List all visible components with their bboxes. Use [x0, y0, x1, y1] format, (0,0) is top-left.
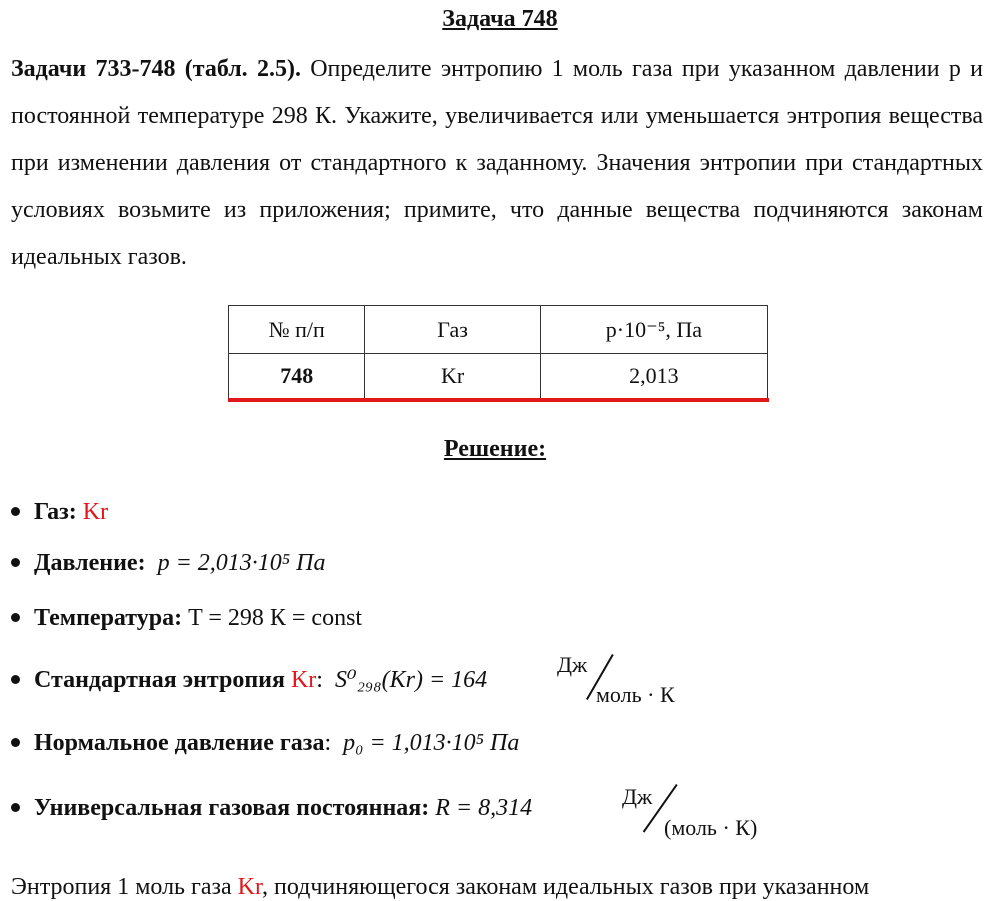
pressure-formula: p = 2,013·10⁵ Па	[157, 550, 326, 576]
bullet-icon	[11, 558, 20, 567]
page-title: Задача 748	[442, 6, 558, 32]
list-item-normal-pressure	[11, 730, 519, 757]
table-header-row	[229, 306, 768, 354]
entropy-label: Стандартная энтропия	[34, 667, 285, 693]
solution-heading: Решение:	[443, 436, 547, 462]
list-item-pressure	[11, 550, 325, 577]
table-header-cell: p·10⁻⁵, Па	[540, 306, 767, 354]
list-item-gas	[11, 499, 108, 526]
continuation-text-pre: Энтропия 1 моль газа	[11, 874, 238, 900]
list-item-entropy	[11, 665, 487, 694]
bullet-icon	[11, 803, 20, 812]
bullet-icon	[11, 613, 20, 622]
entropy-colon: :	[316, 667, 323, 693]
list-item-gas-constant	[11, 795, 532, 822]
gas-value: Kr	[82, 499, 109, 525]
gas-constant-unit-numerator: Дж	[622, 784, 653, 809]
entropy-gas: Kr	[290, 667, 317, 693]
gas-constant-unit-denominator: (моль · К)	[664, 815, 758, 840]
entropy-formula: S⁰₂₉₈(Kr) = 164	[334, 667, 488, 693]
bullet-icon	[11, 738, 20, 747]
gas-constant-formula: R = 8,314	[435, 795, 533, 821]
entropy-unit-numerator: Дж	[557, 652, 588, 677]
problem-statement-text: Определите энтропию 1 моль газа при указанном давлении p и постоянной температуре 298 К. Укажите, увеличивается или уменьшается энтропия вещества при изменении давления от стандартного к заданному. Значения энтропии при стандартных условиях возьмите из приложения; примите, что данные вещества подчиняются законам идеальных газов.	[11, 56, 984, 270]
table-cell: Kr	[365, 354, 540, 399]
problem-statement	[11, 46, 983, 281]
table-cell: 748	[229, 354, 365, 399]
table-red-underline	[228, 398, 769, 402]
temperature-label: Температура:	[34, 605, 183, 631]
continuation-text	[11, 874, 991, 901]
pressure-label: Давление:	[34, 550, 146, 576]
continuation-text-post: , подчиняющегося законам идеальных газов при указанном	[262, 874, 870, 900]
entropy-unit-denominator: моль · К	[596, 682, 675, 707]
list-item-temperature	[11, 605, 362, 632]
temperature-formula: T = 298 К = const	[188, 605, 363, 631]
continuation-gas: Kr	[237, 874, 262, 900]
normal-pressure-formula: p₀ = 1,013·10⁵ Па	[343, 730, 520, 756]
bullet-icon	[11, 507, 20, 516]
table-cell: 2,013	[540, 354, 767, 399]
normal-pressure-label: Нормальное давление газа	[34, 730, 325, 756]
table-header-cell: Газ	[365, 306, 540, 354]
gas-label: Газ:	[34, 499, 77, 525]
table-header-cell: № п/п	[229, 306, 365, 354]
normal-pressure-colon: :	[324, 730, 332, 756]
bullet-icon	[11, 675, 20, 684]
data-table	[228, 305, 768, 399]
table-row	[229, 354, 768, 399]
problem-statement-bold: Задачи 733-748 (табл. 2.5).	[11, 56, 301, 82]
gas-constant-label: Универсальная газовая постоянная:	[34, 795, 430, 821]
